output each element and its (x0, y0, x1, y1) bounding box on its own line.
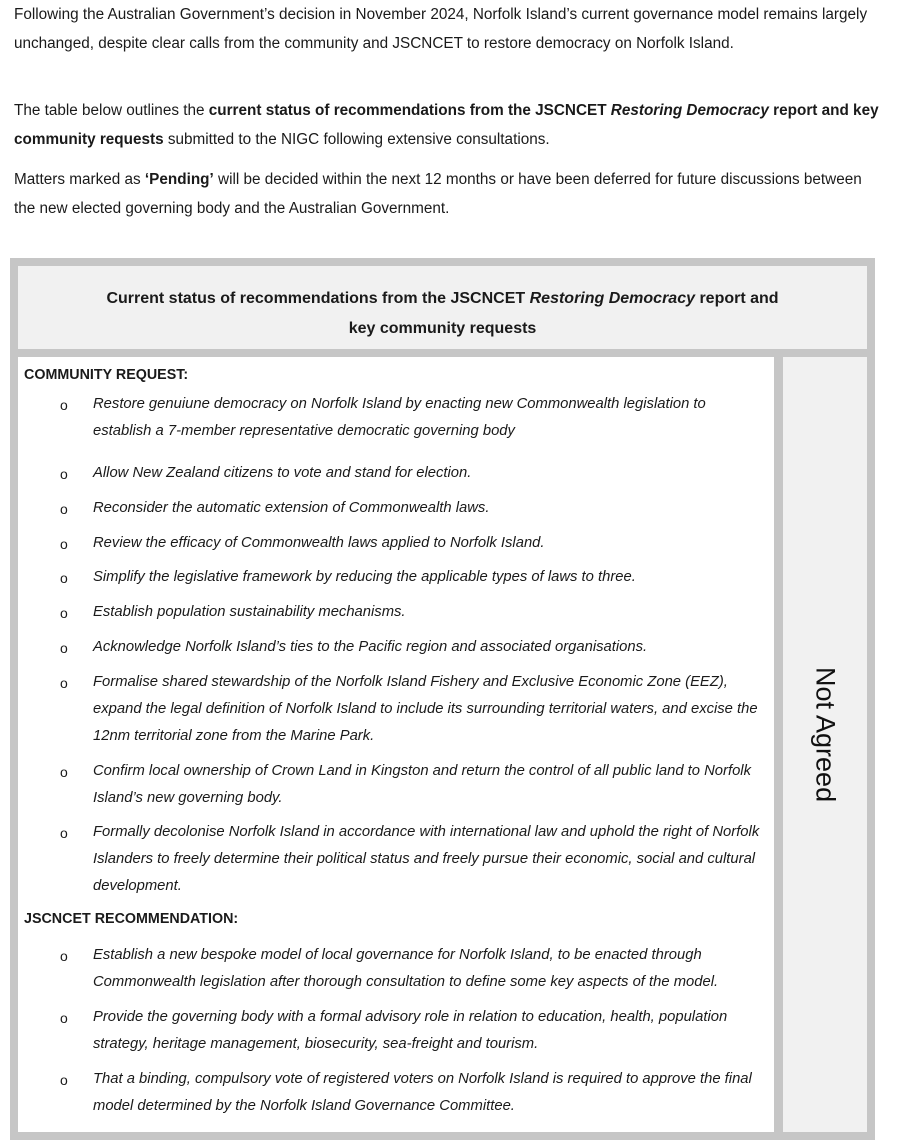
p3-bold-pending: ‘Pending’ (144, 171, 214, 188)
bullet: o (60, 397, 68, 413)
header-part-2: report and (695, 290, 779, 307)
bullet: o (60, 675, 68, 691)
intro-paragraph-2-text (14, 96, 884, 154)
community-request-title: COMMUNITY REQUEST: (24, 367, 189, 383)
status-column (783, 357, 867, 1132)
bullet: o (60, 1010, 68, 1026)
bullet: o (60, 825, 68, 841)
table-header-line-1 (18, 284, 867, 314)
p3-text-after: will be decided within the next 12 months or have been deferred for future discussions between the new elected governing body and the Australian Government. (14, 171, 862, 217)
bullet: o (60, 1072, 68, 1088)
header-italic: Restoring Democracy (529, 290, 695, 307)
list-item-text: Provide the governing body with a formal advisory role in relation to education, health, population strategy, heritage management, biosecurity, sea-freight and tourism. (93, 1009, 728, 1052)
list-item-text: Restore genuiune democracy on Norfolk Island by enacting new Commonwealth legislation to establish a 7-member representative democratic governing body (93, 396, 706, 439)
bullet: o (60, 605, 68, 621)
list-item-text: Confirm local ownership of Crown Land in Kingston and return the control of all public land to Norfolk Island’s new governing body. (93, 763, 751, 806)
p2-bold-2: report and key community requests (14, 102, 879, 148)
header-part-1: Current status of recommendations from the JSCNCET (106, 290, 530, 307)
intro-paragraph-1-text: Following the Australian Government’s decision in November 2024, Norfolk Island’s current governance model remains largely unchanged, despite clear calls from the community and JSCNCET to restore democracy on Norfolk Island. (14, 6, 868, 52)
jscncet-recommendation-title: JSCNCET RECOMMENDATION: (24, 911, 239, 927)
list-item-text: Review the efficacy of Commonwealth laws applied to Norfolk Island. (93, 535, 545, 551)
intro-paragraph-1 (14, 0, 884, 58)
bullet: o (60, 764, 68, 780)
list-item-text: Establish a new bespoke model of local governance for Norfolk Island, to be enacted through Commonwealth legislation after thorough consultation to define some key aspects of the model. (93, 947, 719, 990)
bullet: o (60, 466, 68, 482)
intro-paragraph-2 (14, 96, 884, 154)
intro-paragraph-3 (14, 165, 884, 223)
list-item-text: Formally decolonise Norfolk Island in accordance with international law and uphold the right of Norfolk Islanders to freely determine their political status and freely pursue their economic, social and cultural development. (93, 824, 760, 894)
bullet: o (60, 570, 68, 586)
list-item-text: Simplify the legislative framework by reducing the applicable types of laws to three. (93, 569, 636, 585)
list-item-text: Allow New Zealand citizens to vote and stand for election. (93, 465, 472, 481)
list-item-text: Formalise shared stewardship of the Norfolk Island Fishery and Exclusive Economic Zone (EEZ), expand the legal definition of Norfolk Island to include its surrounding territorial waters, and excise the 12nm territorial zone from the Marine Park. (93, 674, 758, 744)
p2-bold-italic: Restoring Democracy (610, 102, 769, 119)
table-body (18, 357, 774, 1132)
p2-bold-1: current status of recommendations from the JSCNCET (208, 102, 611, 119)
bullet: o (60, 948, 68, 964)
list-item-text: Establish population sustainability mechanisms. (93, 604, 406, 620)
p2-text-after: submitted to the NIGC following extensive consultations. (163, 131, 550, 148)
status-label: Not Agreed (810, 666, 841, 803)
table-header-line-2: key community requests (348, 320, 537, 337)
list-item-text: Acknowledge Norfolk Island’s ties to the Pacific region and associated organisations. (93, 639, 648, 655)
intro-paragraph-3-text (14, 165, 884, 223)
p3-text-before: Matters marked as (14, 171, 145, 188)
bullet: o (60, 536, 68, 552)
p2-text-before: The table below outlines the (14, 102, 209, 119)
list-item-text: Reconsider the automatic extension of Commonwealth laws. (93, 500, 490, 516)
status-table (10, 258, 875, 1140)
bullet: o (60, 501, 68, 517)
table-header (18, 266, 867, 349)
list-item-text: That a binding, compulsory vote of registered voters on Norfolk Island is required to approve the final model determined by the Norfolk Island Governance Committee. (93, 1071, 752, 1114)
bullet: o (60, 640, 68, 656)
